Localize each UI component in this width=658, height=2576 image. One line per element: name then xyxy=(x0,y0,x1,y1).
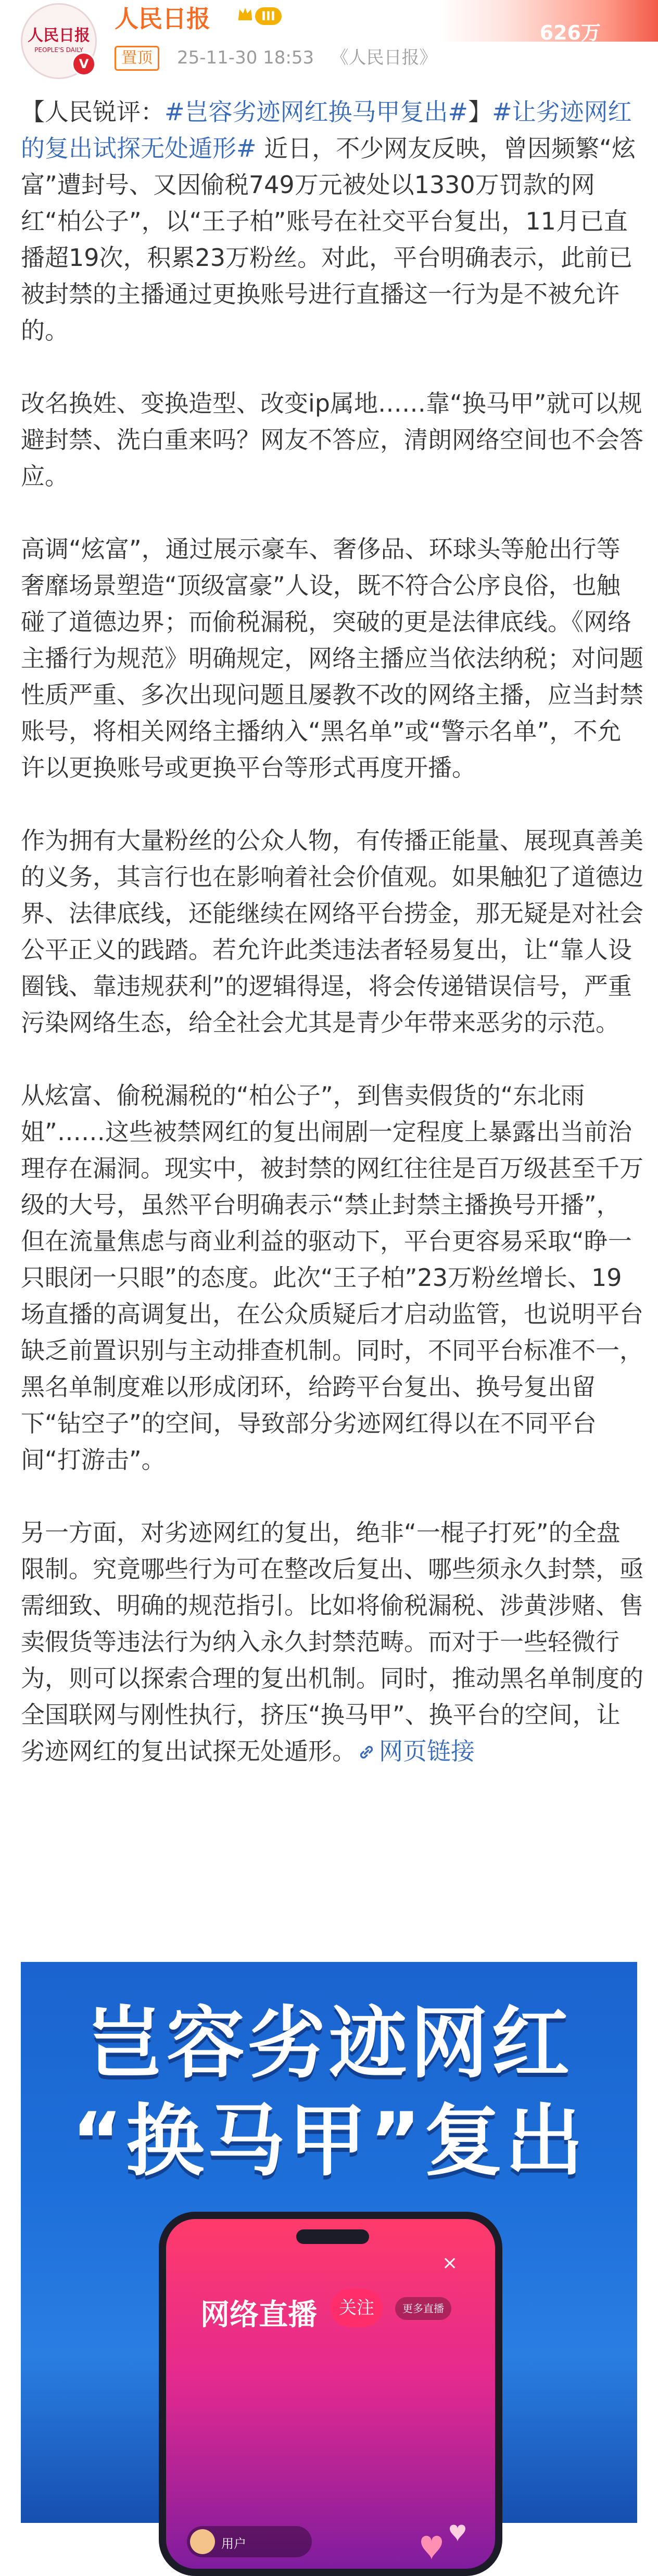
web-link[interactable] xyxy=(356,1737,475,1765)
close-icon: × xyxy=(442,2252,458,2274)
post-paragraph xyxy=(21,531,643,786)
post-text-segment: 近日，不少网友反映，曾因频繁“炫富”遭封号、又因偷税749万元被处以1330万罚款的网红“柏公子”，以“王子柏”账号在社交平台复出，11月已直播超19次，积累23万粉丝。对此，平台明确表示，此前已被封禁的主播通过更换账号进行直播这一行为是不被允许的。 xyxy=(21,134,636,345)
post-text-segment: 从炫富、偷税漏税的“柏公子”，到售卖假货的“东北雨姐”……这些被禁网红的复出闹剧一定程度上暴露出当前治理存在漏洞。现实中，被封禁的网红往往是百万级甚至千万级的大号，虽然平台明确表示“禁止封禁主播换号开播”，但在流量焦虑与商业利益的驱动下，平台更容易采取“睁一只眼闭一只眼”的态度。此次“王子柏”23万粉丝增长、19场直播的高调复出，在公众质疑后才启动监管，也说明平台缺乏前置识别与主动排查机制。同时，不同平台标准不一，黑名单制度难以形成闭环，给跨平台复出、换号复出留下“钻空子”的空间，导致部分劣迹网红得以在不同平台间“打游击”。 xyxy=(21,1081,643,1474)
post-image[interactable] xyxy=(21,1962,637,2551)
post-source: 《人民日报》 xyxy=(331,47,437,68)
post-paragraph xyxy=(21,385,643,494)
fan-count: 626万 xyxy=(539,21,601,44)
level-badge: III xyxy=(255,7,282,25)
post-paragraph xyxy=(21,1514,643,1769)
web-link-label: 网页链接 xyxy=(379,1737,475,1765)
hashtag-link[interactable]: #岂容劣迹网红换马甲复出# xyxy=(164,98,469,126)
verified-icon: V xyxy=(72,52,96,76)
image-headline-line1: 岂容劣迹网红 xyxy=(85,1998,573,2089)
more-live-label: 更多直播 xyxy=(395,2297,451,2320)
post-body xyxy=(21,94,643,1769)
image-headline-line2: “换马甲”复出 xyxy=(71,2096,587,2187)
phone-illustration xyxy=(159,2212,502,2576)
post-paragraph xyxy=(21,822,643,1041)
phone-notch xyxy=(296,2229,369,2244)
user-label: 用户 xyxy=(221,2536,246,2551)
crown-icon xyxy=(237,6,253,21)
user-avatar-icon xyxy=(190,2529,215,2554)
post-paragraph xyxy=(21,1077,643,1478)
avatar-logo-text: 人民日报 xyxy=(28,27,90,45)
post-text-segment: 作为拥有大量粉丝的公众人物，有传播正能量、展现真善美的义务，其言行也在影响着社会价值观。如果触犯了道德边界、法律底线，还能继续在网络平台捞金，那无疑是对社会公平正义的践踏。若允许此类违法者轻易复出，让“靠人设圈钱、靠违规获利”的逻辑得逞，将会传递错误信号，严重污染网络生态，给全社会尤其是青少年带来恶劣的示范。 xyxy=(21,826,643,1037)
post-text-segment: 高调“炫富”，通过展示豪车、奢侈品、环球头等舱出行等奢靡场景塑造“顶级富豪”人设，既不符合公序良俗，也触碰了道德边界；而偷税漏税，突破的更是法律底线。《网络主播行为规范》明确规定，网络主播应当依法纳税；对问题性质严重、多次出现问题且屡教不改的网络主播，应当封禁账号，将相关网络主播纳入“黑名单”或“警示名单”，不允许以更换账号或更换平台等形式再度开播。 xyxy=(21,535,643,782)
post-paragraph xyxy=(21,94,643,349)
post-text-segment: 改名换姓、变换造型、改变ip属地……靠“换马甲”就可以规避封禁、洗白重来吗？网友不答应，清朗网络空间也不会答应。 xyxy=(21,389,643,490)
pinned-badge: 置顶 xyxy=(115,46,159,71)
avatar-logo-subtext: PEOPLE'S DAILY xyxy=(34,46,83,54)
post-date: 25-11-30 18:53 xyxy=(177,47,314,68)
header-decoration-banner xyxy=(439,0,658,42)
follow-button-illustration: 关注 xyxy=(331,2289,383,2327)
hearts-icon xyxy=(400,2510,484,2573)
live-stream-label: 网络直播 xyxy=(200,2298,317,2332)
post-meta xyxy=(177,46,437,70)
hashtag-link[interactable]: #让劣迹网红的复出试探无处遁形# xyxy=(21,98,632,162)
post-text-segment: 【人民锐评： xyxy=(21,98,164,126)
post-text-segment: 另一方面，对劣迹网红的复出，绝非“一棍子打死”的全盘限制。究竟哪些行为可在整改后复出、哪些须永久封禁，亟需细致、明确的规范指引。比如将偷税漏税、涉黄涉赌、售卖假货等违法行为纳入永久封禁范畴。而对于一些轻微行为，则可以探索合理的复出机制。同时，推动黑名单制度的全国联网与刚性执行，挤压“换马甲”、换平台的空间，让劣迹网红的复出试探无处遁形。 xyxy=(21,1519,643,1765)
user-pill xyxy=(187,2526,312,2557)
account-name[interactable]: 人民日报 xyxy=(115,5,210,33)
link-icon xyxy=(356,1742,377,1763)
post-text-segment: 】 xyxy=(468,98,492,126)
post-header xyxy=(0,0,658,83)
